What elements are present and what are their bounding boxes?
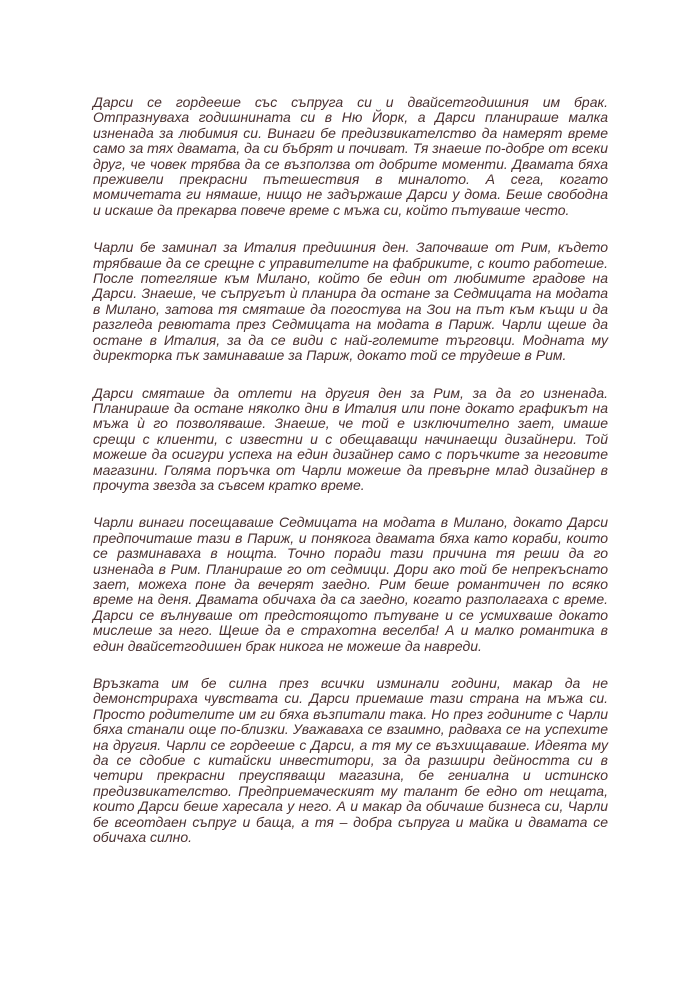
paragraph-4: Чарли винаги посещаваше Седмицата на модата в Милано, докато Дарси предпочиташе тази в Париж, и понякога двамата бяха като кораби, които се разминаваха в нощта. Точно поради тази причина тя реши да го изненада в Рим. Планираше го от седмици. Дори ако той бе непрекъснато зает, можеха поне да вечерят заедно. Рим беше романтичен по всяко време на деня. Двамата обичаха да са заедно, когато разполагаха с време. Дарси се вълнуваше от предстоящото пътуване и се усмихваше докато мислеше за него. Щеше да е страхотна веселба! А и малко романтика в един двайсетгодишен брак никога не можеше да навреди. — [93, 514, 608, 654]
document-body — [93, 95, 608, 845]
paragraph-5: Връзката им бе силна през всички изминали години, макар да не демонстрираха чувствата си. Дарси приемаше тази страна на мъжа си. Просто родителите им ги бяха възпитали така. Но през годините с Чарли бяха станали още по-близки. Уважаваха се взаимно, радваха се на успехите на другия. Чарли се гордееше с Дарси, а тя му се възхищаваше. Идеята му да се сдобие с китайски инвеститори, за да разшири дейността си в четири прекрасни преуспяващи магазина, бе гениална и истинско предизвикателство. Предприемаческият му талант бе едно от нещата, които Дарси беше харесала у него. А и макар да обичаше бизнеса си, Чарли бе всеотдаен съпруг и баща, а тя – добра съпруга и майка и двамата се обичаха силно. — [93, 675, 608, 846]
paragraph-2: Чарли бе заминал за Италия предишния ден. Започваше от Рим, където трябваше да се срещне с управителите на фабриките, с които работеше. После потегляше към Милано, който бе един от любимите градове на Дарси. Знаеше, че съпругът ѝ планира да остане за Седмицата на модата в Милано, затова тя смяташе да погостува на Зои на път към къщи и да разгледа ревютата през Седмицата на модата в Париж. Чарли щеше да остане в Италия, за да се види с най-големите търговци. Модната му директорка пък заминаваше за Париж, докато той се трудеше в Рим. — [93, 239, 608, 364]
paragraph-3: Дарси смяташе да отлети на другия ден за Рим, за да го изненада. Планираше да остане няколко дни в Италия или поне докато графикът на мъжа ѝ го позволяваше. Знаеше, че той е изключително зает, имаше срещи с клиенти, с известни и с обещаващи начинаещи дизайнери. Той можеше да осигури успеха на един дизайнер само с поръчките за неговите магазини. Голяма поръчка от Чарли можеше да превърне млад дизайнер в прочута звезда за съвсем кратко време. — [93, 384, 608, 493]
paragraph-1: Дарси се гордееше със съпруга си и двайсетгодишния им брак. Отпразнуваха годишнината си в Ню Йорк, а Дарси планираше малка изненада за любимия си. Винаги бе предизвикателство да намерят време само за тях двамата, да си бъбрят и почиват. Тя знаеше по-добре от всеки друг, че човек трябва да се възползва от добрите моменти. Двамата бяха преживели прекрасни пътешествия в миналото. А сега, когато момичетата ги нямаше, нищо не задържаше Дарси у дома. Беше свободна и искаше да прекарва повече време с мъжа си, който пътуваше често. — [93, 94, 608, 218]
